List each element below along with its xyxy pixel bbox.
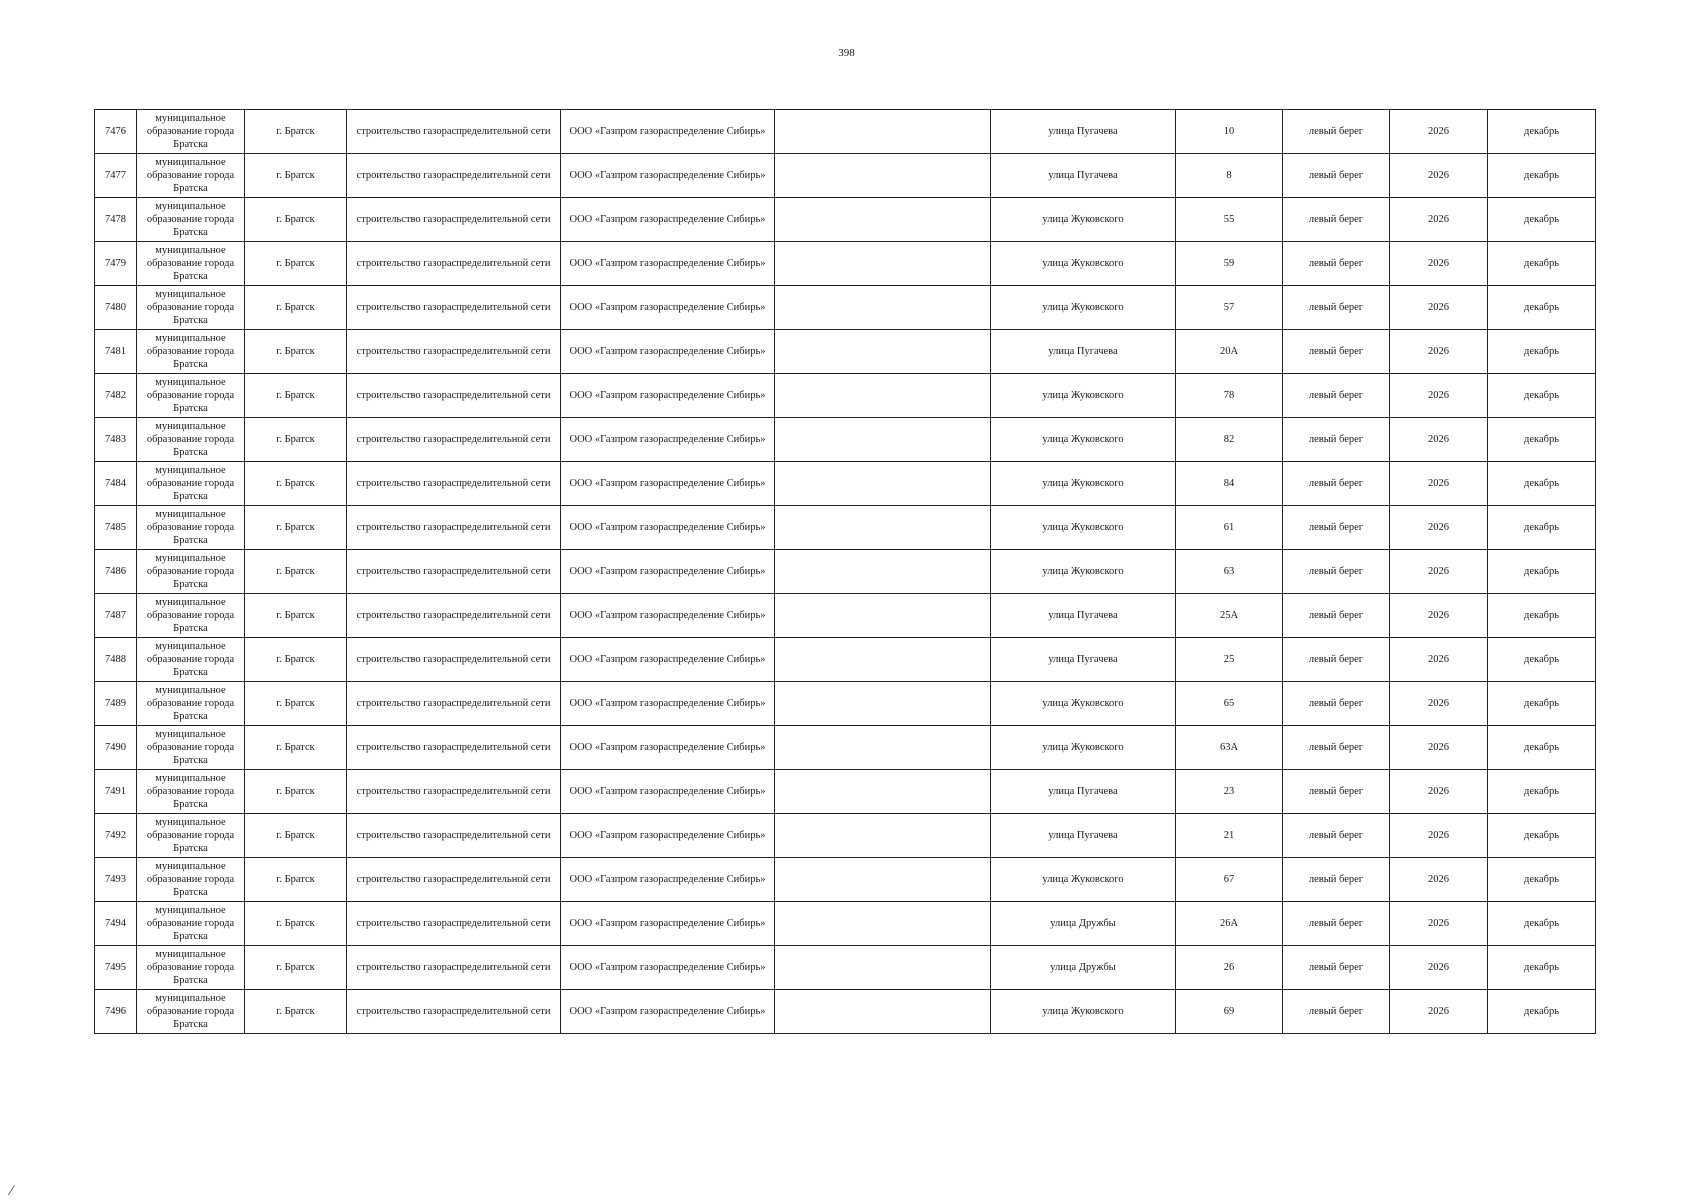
street-cell: улица Жуковского [991, 286, 1176, 330]
street-cell: улица Жуковского [991, 242, 1176, 286]
table-row [95, 682, 1596, 726]
city-cell: г. Братск [245, 418, 347, 462]
municipality-cell: муниципальное образование города Братска [137, 198, 245, 242]
organization-cell: ООО «Газпром газораспределение Сибирь» [561, 682, 775, 726]
table-row [95, 638, 1596, 682]
river-bank-cell: левый берег [1283, 858, 1390, 902]
empty-cell [775, 286, 991, 330]
month-cell: декабрь [1488, 726, 1596, 770]
organization-cell: ООО «Газпром газораспределение Сибирь» [561, 286, 775, 330]
municipality-cell: муниципальное образование города Братска [137, 286, 245, 330]
city-cell: г. Братск [245, 594, 347, 638]
table-row [95, 770, 1596, 814]
year-cell: 2026 [1390, 858, 1488, 902]
month-cell: декабрь [1488, 814, 1596, 858]
street-cell: улица Жуковского [991, 990, 1176, 1034]
municipality-cell: муниципальное образование города Братска [137, 902, 245, 946]
empty-cell [775, 902, 991, 946]
empty-cell [775, 418, 991, 462]
month-cell: декабрь [1488, 418, 1596, 462]
table-row [95, 374, 1596, 418]
year-cell: 2026 [1390, 990, 1488, 1034]
year-cell: 2026 [1390, 682, 1488, 726]
street-cell: улица Пугачева [991, 814, 1176, 858]
municipality-cell: муниципальное образование города Братска [137, 242, 245, 286]
empty-cell [775, 682, 991, 726]
municipality-cell: муниципальное образование города Братска [137, 682, 245, 726]
empty-cell [775, 726, 991, 770]
table-row [95, 330, 1596, 374]
street-cell: улица Пугачева [991, 330, 1176, 374]
page-number: 398 [838, 47, 855, 59]
river-bank-cell: левый берег [1283, 814, 1390, 858]
organization-cell: ООО «Газпром газораспределение Сибирь» [561, 330, 775, 374]
street-cell: улица Жуковского [991, 198, 1176, 242]
street-cell: улица Пугачева [991, 154, 1176, 198]
table-row [95, 902, 1596, 946]
row-number: 7488 [95, 638, 137, 682]
river-bank-cell: левый берег [1283, 770, 1390, 814]
street-cell: улица Пугачева [991, 594, 1176, 638]
organization-cell: ООО «Газпром газораспределение Сибирь» [561, 462, 775, 506]
work-type-cell: строительство газораспределительной сети [347, 418, 561, 462]
street-cell: улица Жуковского [991, 506, 1176, 550]
table-body [95, 110, 1596, 1034]
city-cell: г. Братск [245, 462, 347, 506]
municipality-cell: муниципальное образование города Братска [137, 858, 245, 902]
empty-cell [775, 858, 991, 902]
river-bank-cell: левый берег [1283, 726, 1390, 770]
row-number: 7492 [95, 814, 137, 858]
city-cell: г. Братск [245, 154, 347, 198]
organization-cell: ООО «Газпром газораспределение Сибирь» [561, 638, 775, 682]
work-type-cell: строительство газораспределительной сети [347, 682, 561, 726]
row-number: 7480 [95, 286, 137, 330]
house-number-cell: 65 [1176, 682, 1283, 726]
house-number-cell: 8 [1176, 154, 1283, 198]
organization-cell: ООО «Газпром газораспределение Сибирь» [561, 594, 775, 638]
year-cell: 2026 [1390, 726, 1488, 770]
empty-cell [775, 770, 991, 814]
row-number: 7489 [95, 682, 137, 726]
table-row [95, 198, 1596, 242]
organization-cell: ООО «Газпром газораспределение Сибирь» [561, 110, 775, 154]
table-row [95, 462, 1596, 506]
row-number: 7485 [95, 506, 137, 550]
organization-cell: ООО «Газпром газораспределение Сибирь» [561, 418, 775, 462]
city-cell: г. Братск [245, 506, 347, 550]
work-type-cell: строительство газораспределительной сети [347, 902, 561, 946]
city-cell: г. Братск [245, 198, 347, 242]
year-cell: 2026 [1390, 330, 1488, 374]
month-cell: декабрь [1488, 770, 1596, 814]
organization-cell: ООО «Газпром газораспределение Сибирь» [561, 374, 775, 418]
municipality-cell: муниципальное образование города Братска [137, 814, 245, 858]
house-number-cell: 84 [1176, 462, 1283, 506]
year-cell: 2026 [1390, 110, 1488, 154]
municipality-cell: муниципальное образование города Братска [137, 330, 245, 374]
work-type-cell: строительство газораспределительной сети [347, 506, 561, 550]
row-number: 7490 [95, 726, 137, 770]
city-cell: г. Братск [245, 858, 347, 902]
street-cell: улица Жуковского [991, 858, 1176, 902]
work-type-cell: строительство газораспределительной сети [347, 550, 561, 594]
municipality-cell: муниципальное образование города Братска [137, 594, 245, 638]
month-cell: декабрь [1488, 902, 1596, 946]
year-cell: 2026 [1390, 770, 1488, 814]
work-type-cell: строительство газораспределительной сети [347, 726, 561, 770]
month-cell: декабрь [1488, 242, 1596, 286]
organization-cell: ООО «Газпром газораспределение Сибирь» [561, 990, 775, 1034]
row-number: 7479 [95, 242, 137, 286]
work-type-cell: строительство газораспределительной сети [347, 330, 561, 374]
month-cell: декабрь [1488, 682, 1596, 726]
municipality-cell: муниципальное образование города Братска [137, 638, 245, 682]
work-type-cell: строительство газораспределительной сети [347, 946, 561, 990]
month-cell: декабрь [1488, 198, 1596, 242]
row-number: 7483 [95, 418, 137, 462]
month-cell: декабрь [1488, 110, 1596, 154]
work-type-cell: строительство газораспределительной сети [347, 858, 561, 902]
work-type-cell: строительство газораспределительной сети [347, 154, 561, 198]
house-number-cell: 63 [1176, 550, 1283, 594]
organization-cell: ООО «Газпром газораспределение Сибирь» [561, 506, 775, 550]
river-bank-cell: левый берег [1283, 110, 1390, 154]
organization-cell: ООО «Газпром газораспределение Сибирь» [561, 154, 775, 198]
street-cell: улица Жуковского [991, 682, 1176, 726]
row-number: 7484 [95, 462, 137, 506]
organization-cell: ООО «Газпром газораспределение Сибирь» [561, 858, 775, 902]
river-bank-cell: левый берег [1283, 242, 1390, 286]
margin-mark: / [6, 1183, 16, 1199]
work-type-cell: строительство газораспределительной сети [347, 990, 561, 1034]
city-cell: г. Братск [245, 682, 347, 726]
work-type-cell: строительство газораспределительной сети [347, 286, 561, 330]
house-number-cell: 23 [1176, 770, 1283, 814]
organization-cell: ООО «Газпром газораспределение Сибирь» [561, 726, 775, 770]
month-cell: декабрь [1488, 946, 1596, 990]
row-number: 7478 [95, 198, 137, 242]
municipality-cell: муниципальное образование города Братска [137, 506, 245, 550]
city-cell: г. Братск [245, 990, 347, 1034]
organization-cell: ООО «Газпром газораспределение Сибирь» [561, 198, 775, 242]
river-bank-cell: левый берег [1283, 638, 1390, 682]
year-cell: 2026 [1390, 814, 1488, 858]
table-row [95, 286, 1596, 330]
table-row [95, 550, 1596, 594]
empty-cell [775, 198, 991, 242]
river-bank-cell: левый берег [1283, 682, 1390, 726]
house-number-cell: 78 [1176, 374, 1283, 418]
month-cell: декабрь [1488, 374, 1596, 418]
year-cell: 2026 [1390, 946, 1488, 990]
empty-cell [775, 506, 991, 550]
row-number: 7493 [95, 858, 137, 902]
empty-cell [775, 154, 991, 198]
house-number-cell: 25А [1176, 594, 1283, 638]
month-cell: декабрь [1488, 594, 1596, 638]
row-number: 7487 [95, 594, 137, 638]
year-cell: 2026 [1390, 242, 1488, 286]
city-cell: г. Братск [245, 330, 347, 374]
house-number-cell: 21 [1176, 814, 1283, 858]
work-type-cell: строительство газораспределительной сети [347, 638, 561, 682]
row-number: 7481 [95, 330, 137, 374]
street-cell: улица Дружбы [991, 946, 1176, 990]
street-cell: улица Пугачева [991, 110, 1176, 154]
table-row [95, 506, 1596, 550]
river-bank-cell: левый берег [1283, 154, 1390, 198]
month-cell: декабрь [1488, 550, 1596, 594]
house-number-cell: 59 [1176, 242, 1283, 286]
house-number-cell: 26 [1176, 946, 1283, 990]
empty-cell [775, 594, 991, 638]
house-number-cell: 55 [1176, 198, 1283, 242]
municipality-cell: муниципальное образование города Братска [137, 418, 245, 462]
river-bank-cell: левый берег [1283, 198, 1390, 242]
row-number: 7496 [95, 990, 137, 1034]
year-cell: 2026 [1390, 374, 1488, 418]
organization-cell: ООО «Газпром газораспределение Сибирь» [561, 814, 775, 858]
street-cell: улица Жуковского [991, 726, 1176, 770]
empty-cell [775, 638, 991, 682]
municipality-cell: муниципальное образование города Братска [137, 154, 245, 198]
row-number: 7495 [95, 946, 137, 990]
table-row [95, 594, 1596, 638]
year-cell: 2026 [1390, 506, 1488, 550]
month-cell: декабрь [1488, 858, 1596, 902]
empty-cell [775, 242, 991, 286]
municipality-cell: муниципальное образование города Братска [137, 110, 245, 154]
work-type-cell: строительство газораспределительной сети [347, 770, 561, 814]
house-number-cell: 69 [1176, 990, 1283, 1034]
organization-cell: ООО «Газпром газораспределение Сибирь» [561, 242, 775, 286]
river-bank-cell: левый берег [1283, 462, 1390, 506]
year-cell: 2026 [1390, 154, 1488, 198]
river-bank-cell: левый берег [1283, 286, 1390, 330]
house-number-cell: 10 [1176, 110, 1283, 154]
table-row [95, 726, 1596, 770]
street-cell: улица Дружбы [991, 902, 1176, 946]
row-number: 7482 [95, 374, 137, 418]
work-type-cell: строительство газораспределительной сети [347, 110, 561, 154]
city-cell: г. Братск [245, 242, 347, 286]
month-cell: декабрь [1488, 990, 1596, 1034]
year-cell: 2026 [1390, 462, 1488, 506]
street-cell: улица Жуковского [991, 374, 1176, 418]
work-type-cell: строительство газораспределительной сети [347, 242, 561, 286]
table-row [95, 814, 1596, 858]
table-row [95, 990, 1596, 1034]
year-cell: 2026 [1390, 198, 1488, 242]
organization-cell: ООО «Газпром газораспределение Сибирь» [561, 946, 775, 990]
street-cell: улица Пугачева [991, 770, 1176, 814]
year-cell: 2026 [1390, 638, 1488, 682]
empty-cell [775, 374, 991, 418]
municipality-cell: муниципальное образование города Братска [137, 462, 245, 506]
street-cell: улица Жуковского [991, 462, 1176, 506]
row-number: 7491 [95, 770, 137, 814]
table-row [95, 858, 1596, 902]
city-cell: г. Братск [245, 550, 347, 594]
month-cell: декабрь [1488, 462, 1596, 506]
row-number: 7477 [95, 154, 137, 198]
empty-cell [775, 990, 991, 1034]
table-row [95, 946, 1596, 990]
organization-cell: ООО «Газпром газораспределение Сибирь» [561, 550, 775, 594]
table-row [95, 242, 1596, 286]
river-bank-cell: левый берег [1283, 374, 1390, 418]
house-number-cell: 63А [1176, 726, 1283, 770]
municipality-cell: муниципальное образование города Братска [137, 770, 245, 814]
city-cell: г. Братск [245, 286, 347, 330]
river-bank-cell: левый берег [1283, 594, 1390, 638]
month-cell: декабрь [1488, 286, 1596, 330]
house-number-cell: 20А [1176, 330, 1283, 374]
organization-cell: ООО «Газпром газораспределение Сибирь» [561, 902, 775, 946]
city-cell: г. Братск [245, 110, 347, 154]
empty-cell [775, 946, 991, 990]
month-cell: декабрь [1488, 154, 1596, 198]
year-cell: 2026 [1390, 418, 1488, 462]
river-bank-cell: левый берег [1283, 990, 1390, 1034]
house-number-cell: 82 [1176, 418, 1283, 462]
municipality-cell: муниципальное образование города Братска [137, 726, 245, 770]
river-bank-cell: левый берег [1283, 506, 1390, 550]
city-cell: г. Братск [245, 814, 347, 858]
city-cell: г. Братск [245, 770, 347, 814]
work-type-cell: строительство газораспределительной сети [347, 814, 561, 858]
city-cell: г. Братск [245, 726, 347, 770]
river-bank-cell: левый берег [1283, 946, 1390, 990]
river-bank-cell: левый берег [1283, 902, 1390, 946]
work-type-cell: строительство газораспределительной сети [347, 594, 561, 638]
house-number-cell: 57 [1176, 286, 1283, 330]
work-type-cell: строительство газораспределительной сети [347, 374, 561, 418]
table-row [95, 418, 1596, 462]
empty-cell [775, 462, 991, 506]
empty-cell [775, 814, 991, 858]
work-type-cell: строительство газораспределительной сети [347, 462, 561, 506]
year-cell: 2026 [1390, 594, 1488, 638]
work-type-cell: строительство газораспределительной сети [347, 198, 561, 242]
street-cell: улица Пугачева [991, 638, 1176, 682]
house-number-cell: 67 [1176, 858, 1283, 902]
year-cell: 2026 [1390, 286, 1488, 330]
city-cell: г. Братск [245, 946, 347, 990]
empty-cell [775, 330, 991, 374]
year-cell: 2026 [1390, 550, 1488, 594]
row-number: 7494 [95, 902, 137, 946]
row-number: 7476 [95, 110, 137, 154]
empty-cell [775, 110, 991, 154]
house-number-cell: 25 [1176, 638, 1283, 682]
municipality-cell: муниципальное образование города Братска [137, 550, 245, 594]
year-cell: 2026 [1390, 902, 1488, 946]
organization-cell: ООО «Газпром газораспределение Сибирь» [561, 770, 775, 814]
city-cell: г. Братск [245, 374, 347, 418]
river-bank-cell: левый берег [1283, 330, 1390, 374]
municipality-cell: муниципальное образование города Братска [137, 946, 245, 990]
row-number: 7486 [95, 550, 137, 594]
municipality-cell: муниципальное образование города Братска [137, 990, 245, 1034]
month-cell: декабрь [1488, 638, 1596, 682]
table-row [95, 110, 1596, 154]
month-cell: декабрь [1488, 330, 1596, 374]
street-cell: улица Жуковского [991, 550, 1176, 594]
river-bank-cell: левый берег [1283, 550, 1390, 594]
house-number-cell: 26А [1176, 902, 1283, 946]
house-number-cell: 61 [1176, 506, 1283, 550]
street-cell: улица Жуковского [991, 418, 1176, 462]
table-row [95, 154, 1596, 198]
empty-cell [775, 550, 991, 594]
municipality-cell: муниципальное образование города Братска [137, 374, 245, 418]
city-cell: г. Братск [245, 638, 347, 682]
river-bank-cell: левый берег [1283, 418, 1390, 462]
city-cell: г. Братск [245, 902, 347, 946]
objects-table [94, 109, 1596, 1034]
month-cell: декабрь [1488, 506, 1596, 550]
